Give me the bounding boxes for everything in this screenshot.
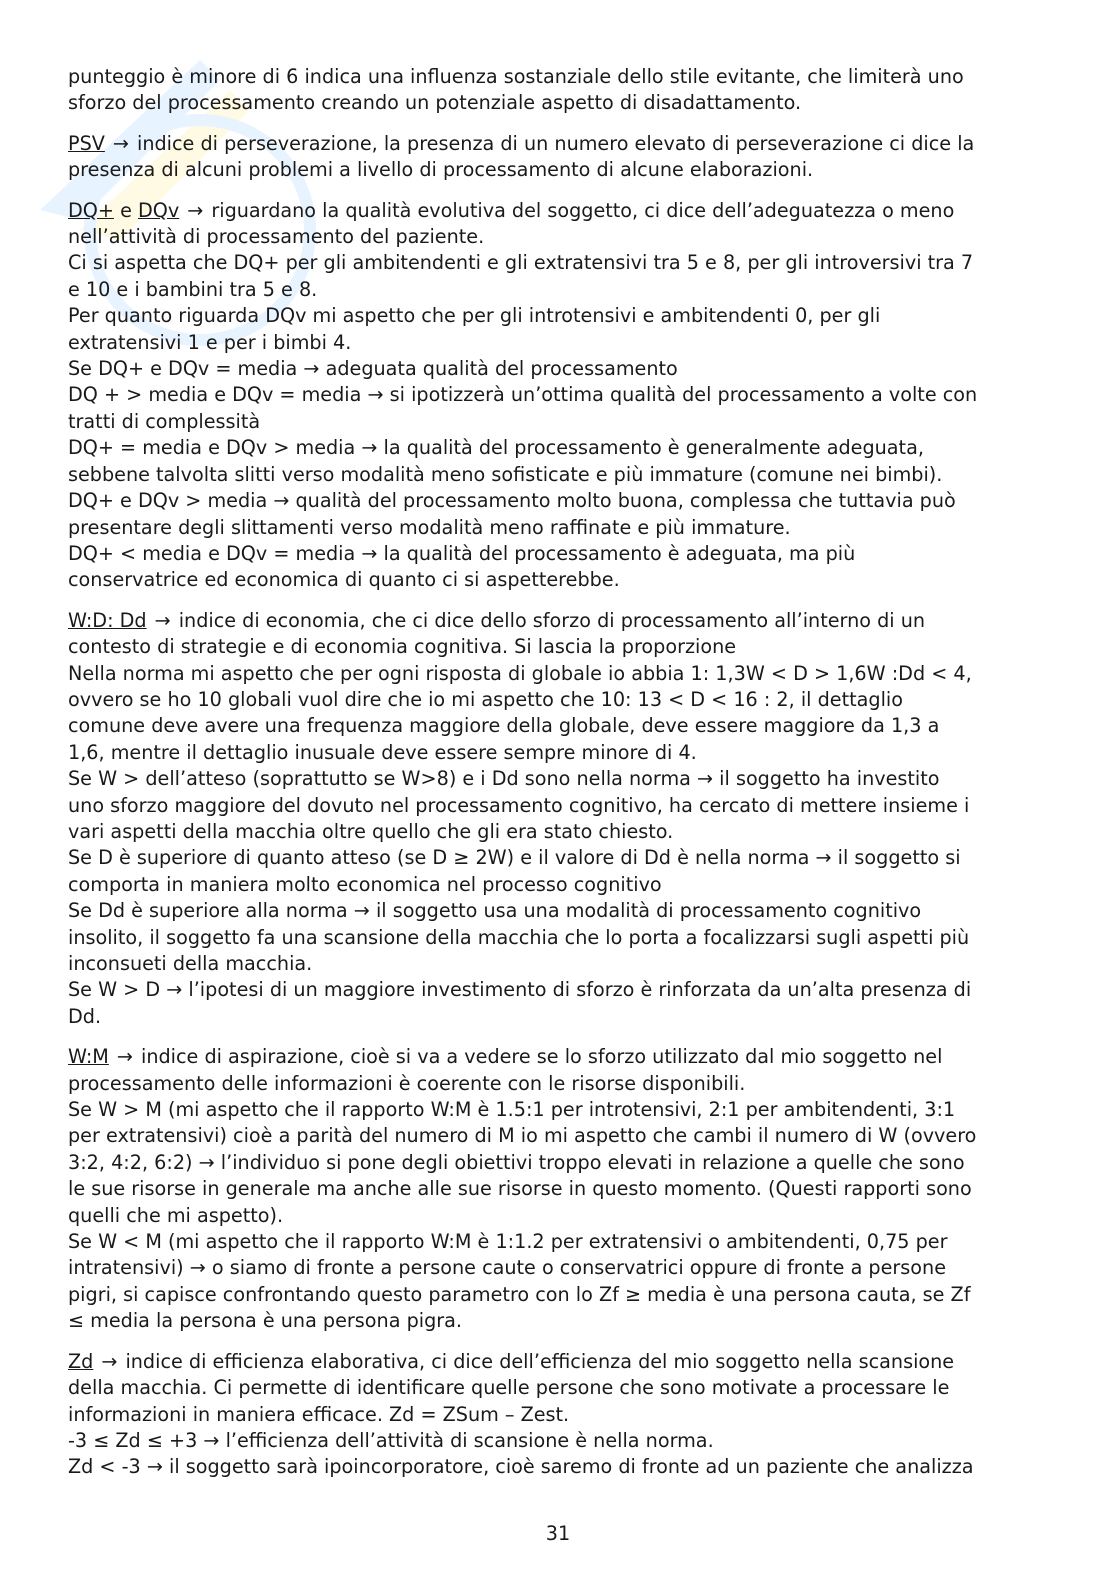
term-wd-dd: W:D: Dd	[68, 608, 147, 632]
paragraph-intro	[68, 64, 1053, 117]
arrow-icon: →	[187, 198, 204, 222]
lead-text: indice di economia, che ci dice dello sforzo di processamento all’interno di un	[178, 608, 926, 632]
text-line: sebbene talvolta slitti verso modalità meno sofisticate e più immature (comune nei bimbi).	[68, 462, 943, 486]
lead-line	[68, 608, 1053, 634]
text-line: tratti di complessità	[68, 409, 261, 433]
text-line: intratensivi) → o siamo di fronte a persone caute o conservatrici oppure di fronte a persone	[68, 1256, 946, 1280]
text-line: comporta in maniera molto economica nel processo cognitivo	[68, 872, 662, 896]
text-line: extratensivi 1 e per i bimbi 4.	[68, 330, 352, 354]
text-line: presenza di alcuni problemi a livello di processamento di alcune elaborazioni.	[68, 158, 814, 182]
text-line: Se DQ+ e DQv = media → adeguata qualità del processamento	[68, 357, 678, 381]
text-line: punteggio è minore di 6 indica una influenza sostanziale dello stile evitante, che limiterà uno	[68, 65, 964, 88]
text-line: nell’attività di processamento del paziente.	[68, 225, 485, 249]
text-line: Se W > M (mi aspetto che il rapporto W:M è 1.5:1 per introtensivi, 2:1 per ambitendenti, 3:1	[68, 1098, 956, 1122]
text-line: Se D è superiore di quanto atteso (se D ≥ 2W) e il valore di Dd è nella norma → il soggetto si	[68, 846, 961, 870]
text-line: Ci si aspetta che DQ+ per gli ambitendenti e gli extratensivi tra 5 e 8, per gli introversivi tra 7	[68, 251, 974, 275]
text-line: 1,6, mentre il dettaglio inusuale deve essere sempre minore di 4.	[68, 740, 697, 764]
text-line: pigri, si capisce confrontando questo parametro con lo Zf ≥ media è una persona cauta, se Zf	[68, 1282, 971, 1306]
text-line: -3 ≤ Zd ≤ +3 → l’efficienza dell’attività di scansione è nella norma.	[68, 1428, 714, 1452]
text-line: informazioni in maniera efficace. Zd = ZSum – Zest.	[68, 1402, 570, 1426]
text-line: 3:2, 4:2, 6:2) → l’individuo si pone degli obiettivi troppo elevati in relazione a quelle che sono	[68, 1150, 965, 1174]
paragraph-wd-dd	[68, 608, 1053, 1031]
text-line: e 10 e i bambini tra 5 e 8.	[68, 277, 318, 301]
paragraph-dq	[68, 198, 1053, 594]
arrow-icon: →	[101, 1349, 118, 1373]
term-zd: Zd	[68, 1349, 94, 1373]
arrow-icon: →	[112, 131, 129, 155]
term-wm: W:M	[68, 1045, 109, 1069]
text-line: sforzo del processamento creando un potenziale aspetto di disadattamento.	[68, 91, 802, 115]
text-line: per extratensivi) cioè a parità del numero di M io mi aspetto che cambi il numero di W (ovvero	[68, 1124, 977, 1148]
page-number: 31	[545, 1522, 571, 1545]
lead-text: riguardano la qualità evolutiva del soggetto, ci dice dell’adeguatezza o meno	[211, 198, 955, 222]
text-line: conservatrice ed economica di quanto ci si aspetterebbe.	[68, 568, 620, 592]
text-line: insolito, il soggetto fa una scansione della macchia che lo porta a focalizzarsi sugli aspetti più	[68, 925, 970, 949]
text-line: Nella norma mi aspetto che per ogni risposta di globale io abbia 1: 1,3W < D > 1,6W :Dd < 4,	[68, 661, 972, 685]
lead-text: indice di efficienza elaborativa, ci dice dell’efficienza del mio soggetto nella scansione	[125, 1349, 955, 1373]
term-dq-plus: DQ+	[68, 198, 114, 222]
text-line: DQ+ e DQv > media → qualità del processamento molto buona, complessa che tuttavia può	[68, 489, 956, 513]
text-line: DQ + > media e DQv = media → si ipotizzerà un’ottima qualità del processamento a volte con	[68, 383, 978, 407]
text-line: le sue risorse in generale ma anche alle sue risorse in questo momento. (Questi rapporti sono	[68, 1177, 972, 1201]
text-line: Se W > dell’atteso (soprattutto se W>8) e i Dd sono nella norma → il soggetto ha investito	[68, 767, 940, 791]
paragraph-psv	[68, 131, 1053, 184]
text-line: Per quanto riguarda DQv mi aspetto che per gli introtensivi e ambitendenti 0, per gli	[68, 304, 881, 328]
lead-text: indice di aspirazione, cioè si va a vedere se lo sforzo utilizzato dal mio soggetto nel	[140, 1045, 943, 1069]
lead-line	[68, 1044, 1053, 1070]
text-line: contesto di strategie e di economia cognitiva. Si lascia la proporzione	[68, 635, 737, 659]
arrow-icon: →	[154, 608, 171, 632]
paragraph-wm	[68, 1044, 1053, 1334]
connector-text: e	[120, 198, 132, 222]
term-psv: PSV	[68, 131, 105, 155]
text-line: presentare degli slittamenti verso modalità meno raffinate e più immature.	[68, 515, 791, 539]
text-line: quelli che mi aspetto).	[68, 1203, 284, 1227]
text-line: processamento delle informazioni è coerente con le risorse disponibili.	[68, 1071, 746, 1095]
text-line: Zd < -3 → il soggetto sarà ipoincorporatore, cioè saremo di fronte ad un paziente che analizza	[68, 1455, 974, 1479]
text-line: Se W < M (mi aspetto che il rapporto W:M è 1:1.2 per extratensivi o ambitendenti, 0,75 per	[68, 1230, 948, 1254]
term-dqv: DQv	[138, 198, 180, 222]
text-line: inconsueti della macchia.	[68, 952, 313, 975]
text-line: Se Dd è superiore alla norma → il soggetto usa una modalità di processamento cognitivo	[68, 899, 922, 923]
text-line: uno sforzo maggiore del dovuto nel processamento cognitivo, ha cercato di mettere insieme i	[68, 793, 970, 817]
text-line: DQ+ < media e DQv = media → la qualità del processamento è adeguata, ma più	[68, 541, 856, 565]
text-line: Se W > D → l’ipotesi di un maggiore investimento di sforzo è rinforzata da un’alta presenza di	[68, 978, 972, 1002]
lead-line	[68, 1349, 1053, 1375]
lead-line	[68, 198, 1053, 224]
text-line: ≤ media la persona è una persona pigra.	[68, 1309, 462, 1333]
text-line: comune deve avere una frequenza maggiore della globale, deve essere maggiore da 1,3 a	[68, 714, 940, 738]
text-line: Dd.	[68, 1004, 102, 1028]
lead-text: indice di perseverazione, la presenza di un numero elevato di perseverazione ci dice la	[137, 131, 975, 155]
arrow-icon: →	[116, 1045, 133, 1069]
paragraph-zd	[68, 1349, 1053, 1481]
document-page	[68, 64, 1053, 1495]
text-line: vari aspetti della macchia oltre quello che gli era stato chiesto.	[68, 819, 674, 843]
lead-line	[68, 131, 1053, 157]
text-line: DQ+ = media e DQv > media → la qualità del processamento è generalmente adeguata,	[68, 436, 924, 460]
text-line: della macchia. Ci permette di identificare quelle persone che sono motivate a processare le	[68, 1376, 950, 1400]
text-line: ovvero se ho 10 globali vuol dire che io mi aspetto che 10: 13 < D < 16 : 2, il dettaglio	[68, 687, 903, 711]
